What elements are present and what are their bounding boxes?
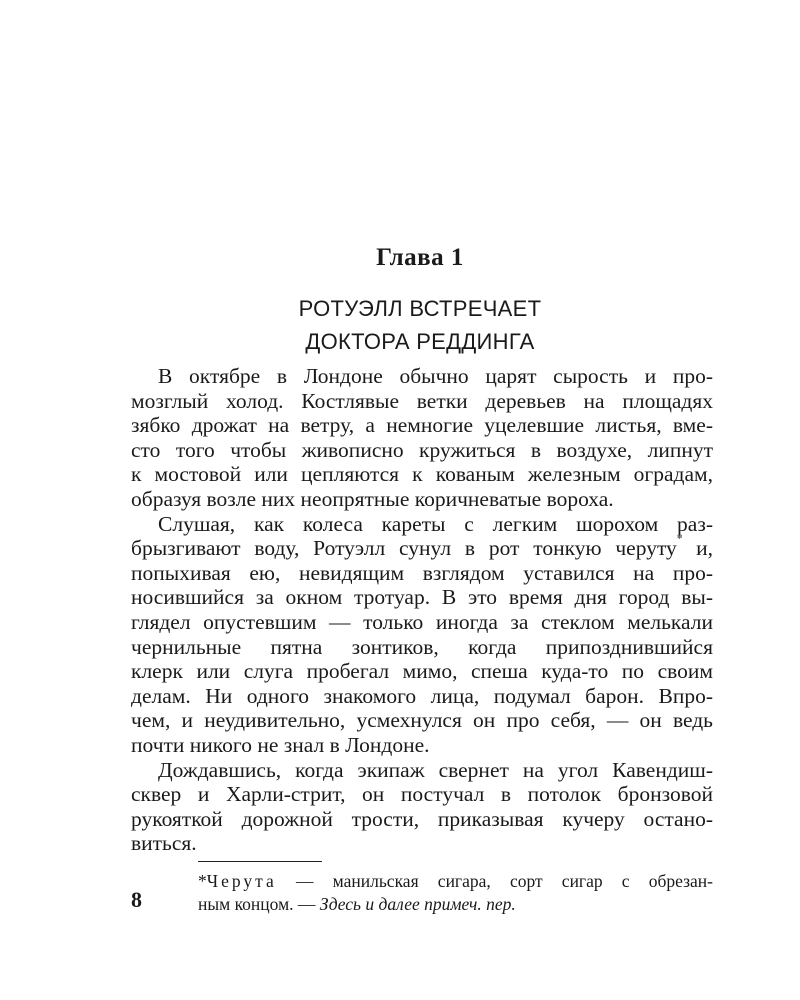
text-line: виться. [131,831,197,856]
text-line: чернильные пятна зонтиков, когда припозднившийся [131,634,713,659]
text-line: рукояткой дорожной трости, приказывая кучеру останo- [131,806,713,831]
text-line: Дождавшись, когда экипаж свернет на угол Кавендиш- [158,757,713,782]
text-line: сто того чтобы живописно кружиться в воздухе, липнут [131,437,713,462]
text-fragment: и, [682,536,713,561]
page-number: 8 [131,887,142,912]
chapter-label: Глава 1 [376,244,464,271]
text-line: зябко дрожат на ветру, а немногие уцелевшие листья, вме- [131,413,713,438]
chapter-title [0,292,800,358]
text-line: носившийся за окном тротуар. В это время дня город вы- [131,585,713,610]
body-text [131,364,713,856]
footnote-source: Здесь и далее примеч. пер. [319,894,516,914]
footnote-divider [198,861,322,862]
text-line: попыхивая ею, невидящим взглядом уставился на про- [131,560,713,585]
text-line: мозглый холод. Костлявые ветки деревьев на площадях [131,388,713,413]
text-line: образуя возле них неопрятные коричневатые вороха. [131,486,614,511]
text-line-with-footnote [131,533,713,561]
text-line: делам. Ни одного знакомого лица, подумал барон. Впро- [131,683,713,708]
chapter-title-line: ДОКТОРА РЕДДИНГА [305,329,535,354]
text-line: клерк или слуга пробегал мимо, спеша куда-то по своим [131,659,713,684]
footnote-text: — манильская сигара, сорт сигар с обрезан- [276,871,713,891]
text-line: сквер и Харли-стрит, он постучал в потолок бронзовой [131,782,713,807]
chapter-title-line: РОТУЭЛЛ ВСТРЕЧАЕТ [298,296,542,321]
text-line: почти никого не знал в Лондоне. [131,732,430,757]
footnote-line [198,870,713,893]
text-line: чем, и неудивительно, усмехнулся он про себя, — он ведь [131,708,713,733]
footnote-term: Черута [206,871,277,891]
text-line: Слушая, как колеса кареты с легким шорохом раз- [158,511,713,536]
text-fragment: брызгивают воду, Ротуэлл сунул в рот тонкую черуту [131,536,677,561]
footnote-line [198,893,713,916]
text-line: к мостовой или цепляются к кованым железным оградам, [131,462,713,487]
footnote [198,870,713,916]
footnote-marker: * [676,533,683,546]
footnote-text: ным концом. — [198,894,320,914]
footnote-marker: * [198,871,207,891]
text-line: глядел опустевшим — только иногда за стеклом мелькали [131,609,713,634]
text-line: В октябре в Лондоне обычно царят сырость и про- [158,364,713,388]
